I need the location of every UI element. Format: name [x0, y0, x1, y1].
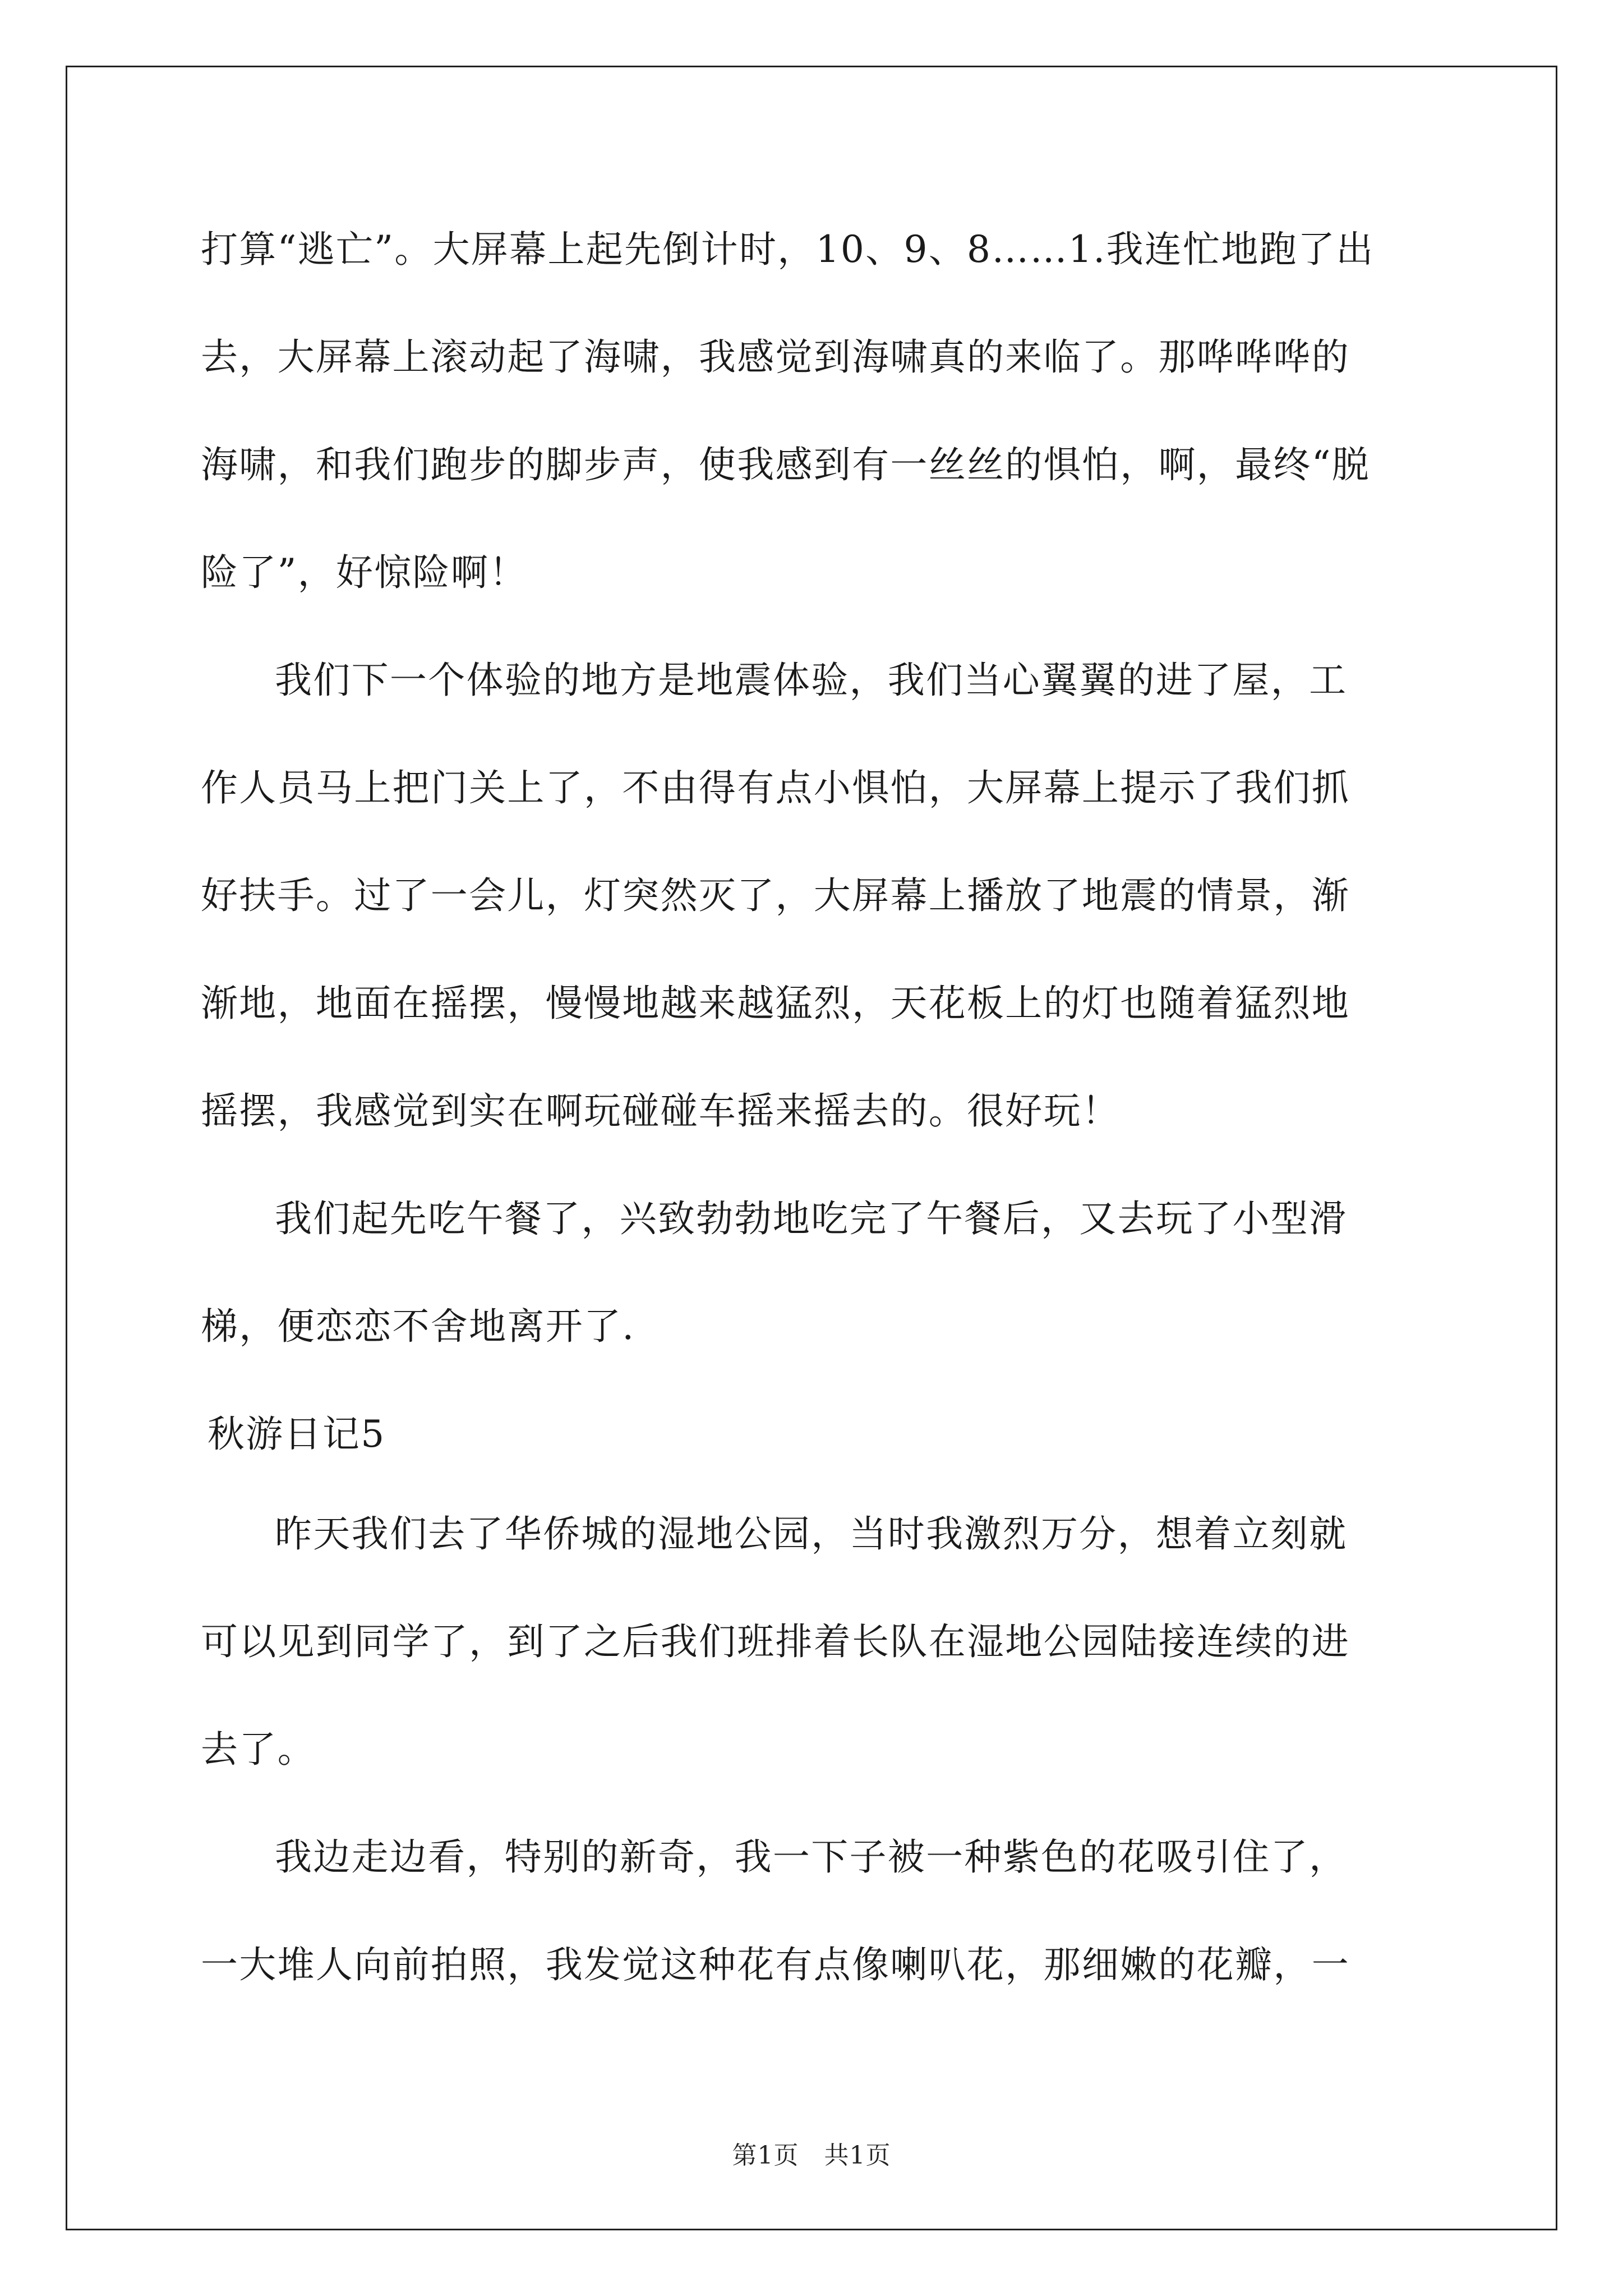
- text-line: 海啸，和我们跑步的脚步声，使我感到有一丝丝的惧怕，啊，最终“脱: [201, 443, 1371, 486]
- text-line: 险了”，好惊险啊！: [201, 551, 528, 594]
- document-body: [201, 213, 1429, 2036]
- text-line: 渐地，地面在摇摆，慢慢地越来越猛烈，天花板上的灯也随着猛烈地: [201, 982, 1350, 1025]
- text-line: 作人员马上把门关上了，不由得有点小惧怕，大屏幕上提示了我们抓: [201, 766, 1350, 809]
- section-heading: 秋游日记5: [208, 1412, 386, 1456]
- text-line: 打算“逃亡”。大屏幕上起先倒计时，10、9、8……1.我连忙地跑了出: [201, 228, 1375, 271]
- text-line: 好扶手。过了一会儿，灯突然灭了，大屏幕上播放了地震的情景，渐: [201, 874, 1350, 917]
- text-line: 梯，便恋恋不舍地离开了.: [201, 1305, 635, 1348]
- text-line: 去，大屏幕上滚动起了海啸，我感觉到海啸真的来临了。那哗哗哗的: [201, 335, 1350, 379]
- paragraph-first-line: 我边走边看，特别的新奇，我一下子被一种紫色的花吸引住了，: [275, 1835, 1348, 1879]
- paragraph-first-line: 我们下一个体验的地方是地震体验，我们当心翼翼的进了屋，工: [275, 659, 1348, 702]
- text-line: 去了。: [201, 1728, 316, 1771]
- page-number-footer: 第1页 共1页: [732, 2141, 891, 2170]
- paragraph-first-line: 昨天我们去了华侨城的湿地公园，当时我激烈万分，想着立刻就: [275, 1512, 1348, 1556]
- text-line: 可以见到同学了，到了之后我们班排着长队在湿地公园陆接连续的进: [201, 1620, 1350, 1663]
- text-line: 摇摆，我感觉到实在啊玩碰碰车摇来摇去的。很好玩！: [201, 1089, 1121, 1133]
- paragraph-first-line: 我们起先吃午餐了，兴致勃勃地吃完了午餐后，又去玩了小型滑: [275, 1197, 1348, 1240]
- text-line: 一大堆人向前拍照，我发觉这种花有点像喇叭花，那细嫩的花瓣，一: [201, 1943, 1350, 1986]
